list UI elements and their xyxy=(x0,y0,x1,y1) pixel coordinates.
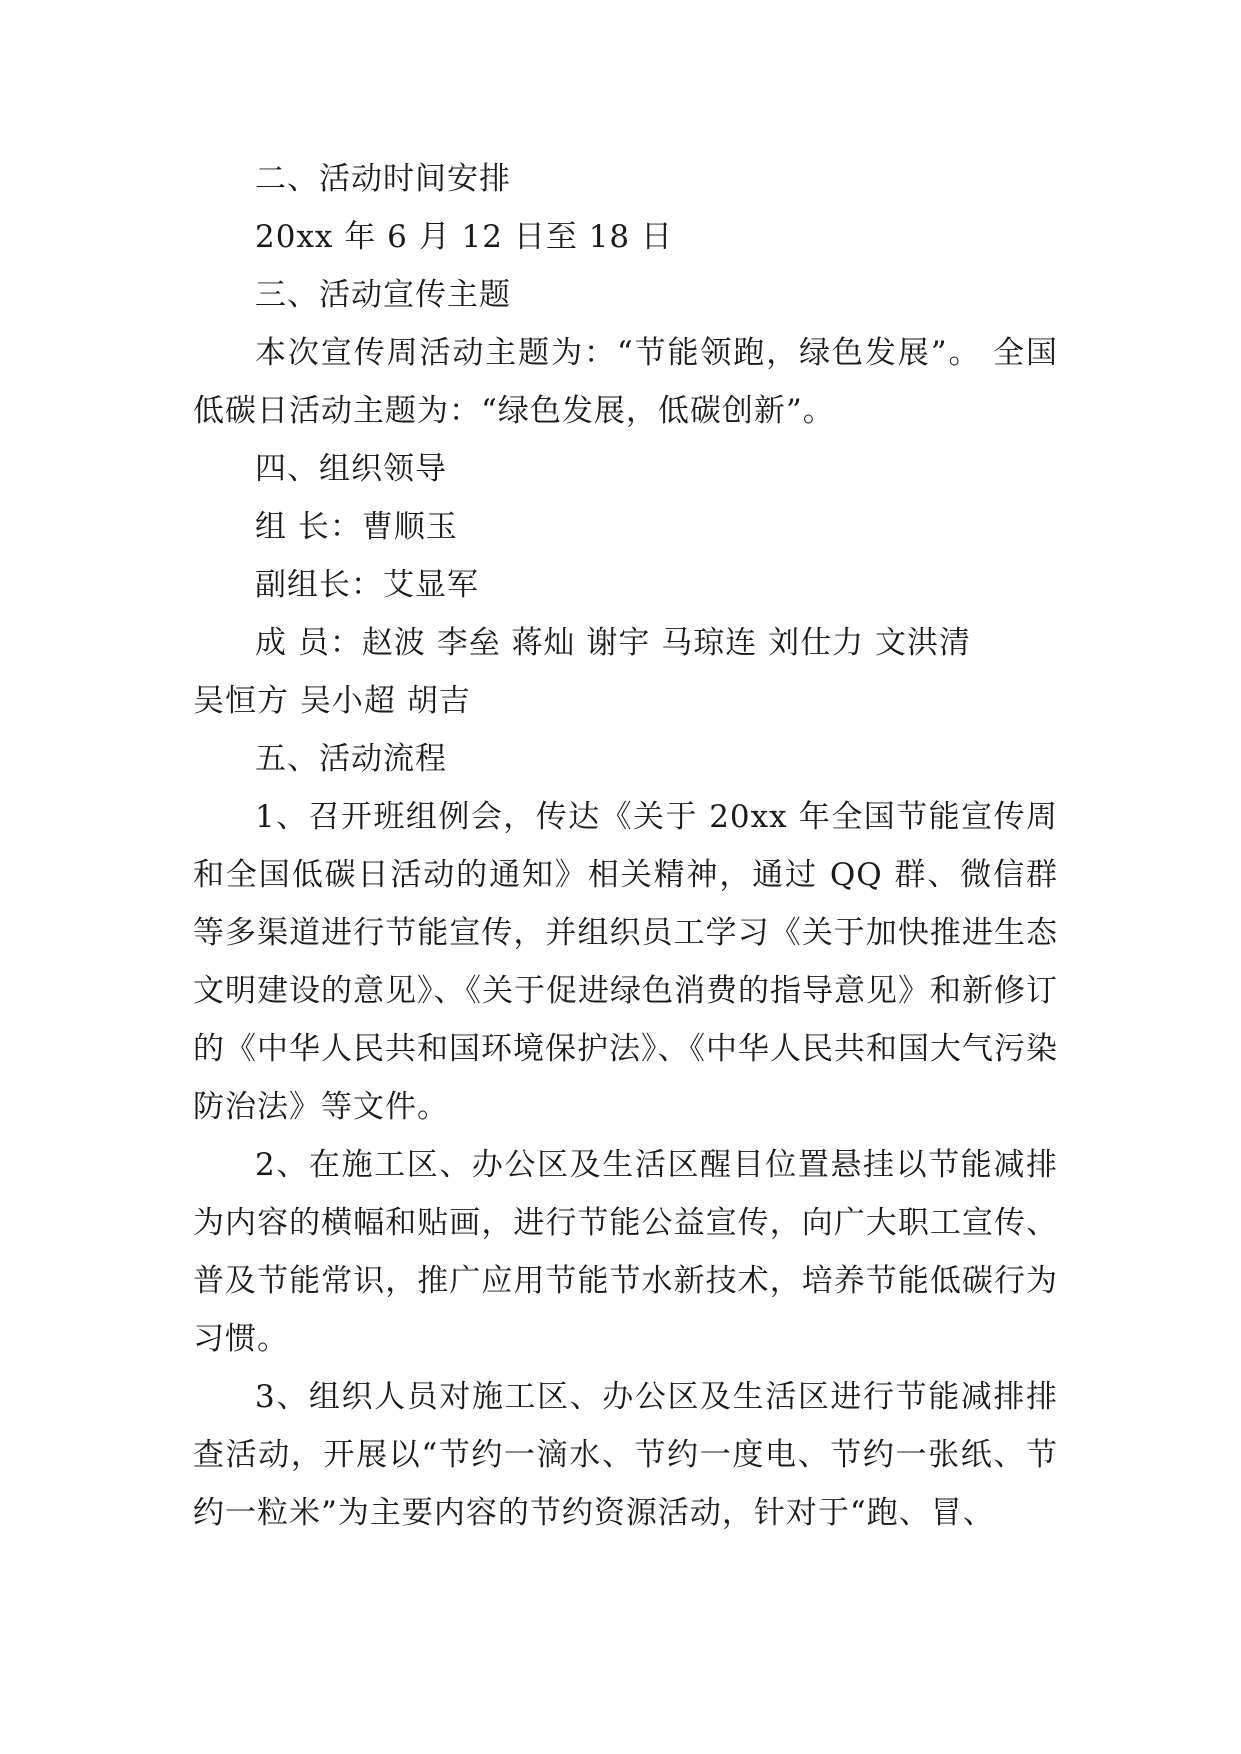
members-line-1: 成 员：赵波 李垒 蒋灿 谢宇 马琼连 刘仕力 文洪清 xyxy=(255,625,971,661)
members-line-2: 吴恒方 吴小超 胡吉 xyxy=(193,683,471,719)
theme-paragraph: 本次宣传周活动主题为：“节能领跑，绿色发展”。 全国低碳日活动主题为：“绿色发展，低碳创新”。 xyxy=(193,335,1058,429)
activity-dates: 20xx 年 6 月 12 日至 18 日 xyxy=(255,219,674,255)
document-page xyxy=(193,150,1058,1542)
section-heading-process: 五、活动流程 xyxy=(255,741,447,777)
process-step-1: 1、召开班组例会，传达《关于 20xx 年全国节能宣传周和全国低碳日活动的通知》相关精神，通过 QQ 群、微信群等多渠道进行节能宣传，并组织员工学习《关于加快推进生态文明建设的意见》、《关于促进绿色消费的指导意见》和新修订的《中华人民共和国环境保护法》、《中华人民共和国大气污染防治法》等文件。 xyxy=(193,799,1058,1125)
section-heading-time: 二、活动时间安排 xyxy=(255,161,511,197)
section-heading-leadership: 四、组织领导 xyxy=(255,451,447,487)
section-heading-theme: 三、活动宣传主题 xyxy=(255,277,511,313)
deputy-leader: 副组长：艾显军 xyxy=(255,567,479,603)
process-step-3: 3、组织人员对施工区、办公区及生活区进行节能减排排查活动，开展以“节约一滴水、节约一度电、节约一张纸、节约一粒米”为主要内容的节约资源活动，针对于“跑、冒、 xyxy=(193,1379,1058,1531)
group-leader: 组 长：曹顺玉 xyxy=(255,509,458,545)
process-step-2: 2、在施工区、办公区及生活区醒目位置悬挂以节能减排为内容的横幅和贴画，进行节能公益宣传，向广大职工宣传、普及节能常识，推广应用节能节水新技术，培养节能低碳行为习惯。 xyxy=(193,1147,1058,1357)
